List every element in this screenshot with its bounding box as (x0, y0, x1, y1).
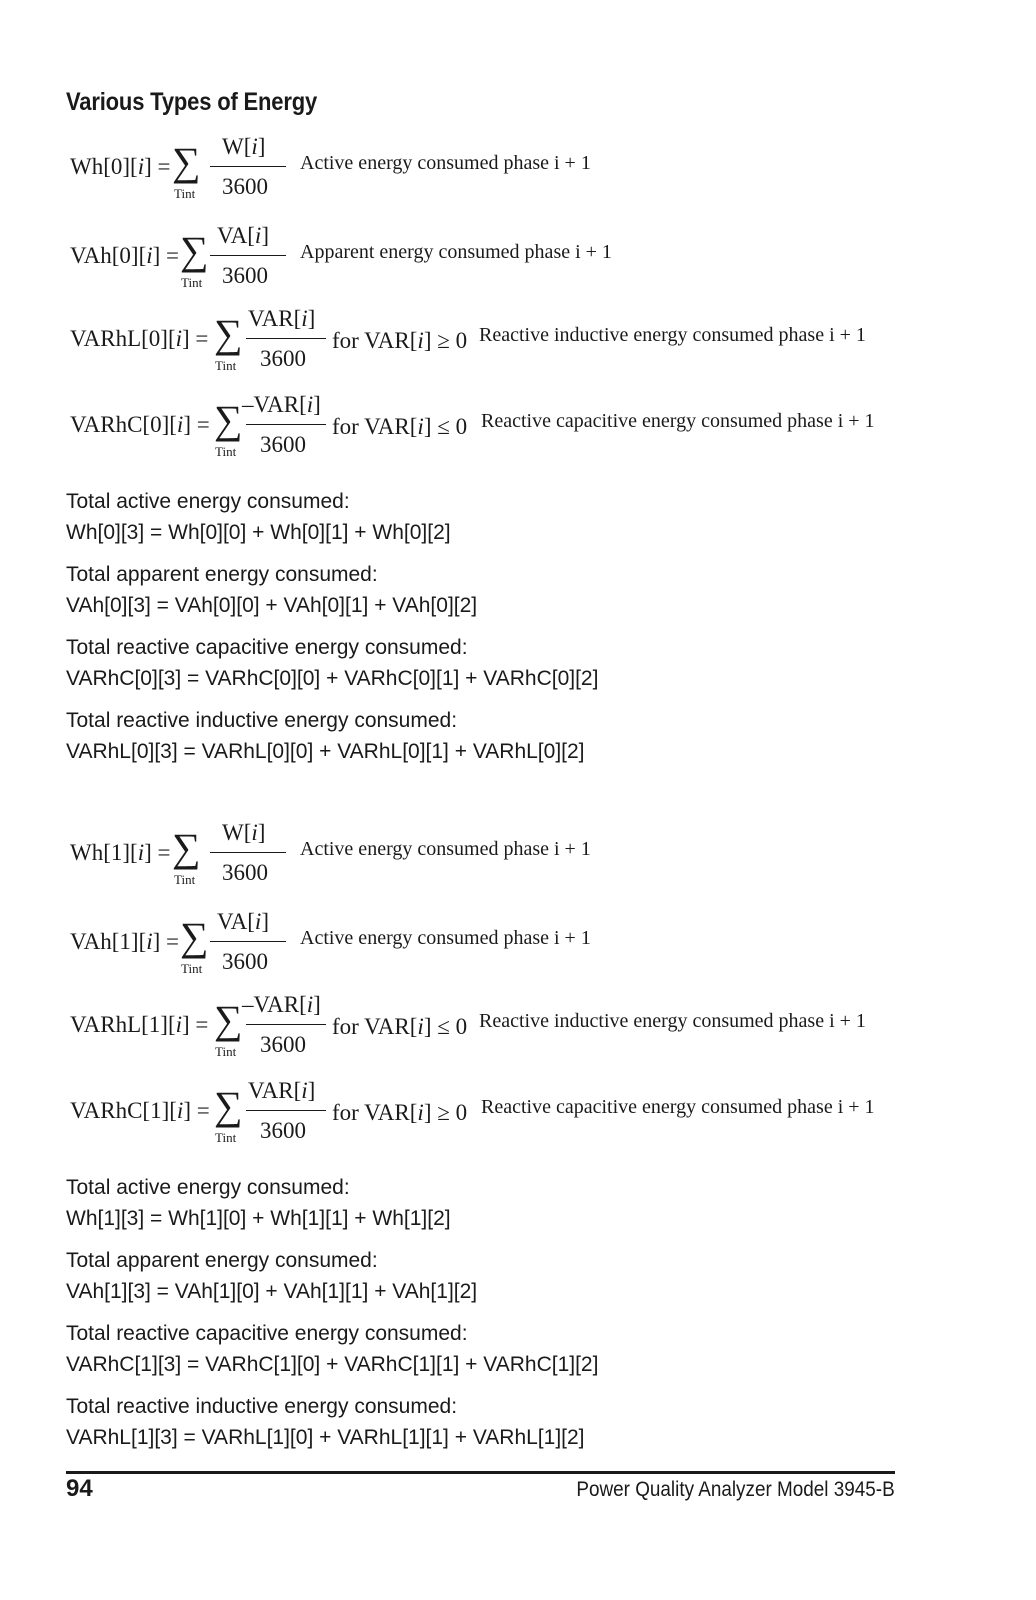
numerator: W[i] (222, 134, 266, 159)
sum-index: Tint (181, 275, 203, 290)
sum-symbol: ∑ (180, 228, 209, 273)
equation-condition: for VAR[i] ≥ 0 (332, 1100, 468, 1125)
sum-index: Tint (174, 872, 196, 887)
total-paragraph (66, 705, 585, 767)
total-formula: VARhL[1][3] = VARhL[1][0] + VARhL[1][1] + VARhL[1][2] (66, 1426, 585, 1449)
equation-description: Active energy consumed phase i + 1 (300, 152, 591, 174)
equation-condition: for VAR[i] ≥ 0 (332, 328, 468, 353)
numerator: VA[i] (217, 223, 269, 248)
sum-index: Tint (174, 186, 196, 201)
fraction-bar (246, 424, 326, 425)
numerator: VAR[i] (248, 1078, 316, 1103)
total-formula: VAh[0][3] = VAh[0][0] + VAh[0][1] + VAh[0][2] (66, 594, 478, 617)
sum-index: Tint (215, 1130, 237, 1145)
denominator: 3600 (222, 949, 268, 974)
denominator: 3600 (260, 346, 306, 371)
sum-index: Tint (181, 961, 203, 976)
fraction-bar (246, 338, 326, 339)
total-formula: Wh[1][3] = Wh[1][0] + Wh[1][1] + Wh[1][2] (66, 1207, 451, 1230)
denominator: 3600 (222, 174, 268, 199)
sum-index: Tint (215, 358, 237, 373)
sum-symbol: ∑ (214, 1083, 243, 1128)
total-paragraph (66, 559, 477, 621)
total-paragraph (66, 1172, 451, 1234)
fraction-bar (246, 1110, 326, 1111)
numerator: –VAR[i] (242, 392, 321, 417)
equation-description: Reactive capacitive energy consumed phase i + 1 (481, 1096, 875, 1118)
footer-title: Power Quality Analyzer Model 3945-B (576, 1478, 895, 1501)
equation-condition: for VAR[i] ≤ 0 (332, 1014, 468, 1039)
total-paragraph (66, 1391, 585, 1453)
total-formula: VARhC[1][3] = VARhC[1][0] + VARhC[1][1] + VARhC[1][2] (66, 1353, 599, 1376)
equation-description: Apparent energy consumed phase i + 1 (300, 241, 612, 263)
equation-description: Reactive capacitive energy consumed phase i + 1 (481, 410, 875, 432)
numerator: –VAR[i] (242, 992, 321, 1017)
fraction-bar (210, 255, 286, 256)
total-formula: Wh[0][3] = Wh[0][0] + Wh[0][1] + Wh[0][2] (66, 521, 451, 544)
total-label: Total apparent energy consumed: (66, 563, 378, 586)
equation-description: Active energy consumed phase i + 1 (300, 838, 591, 860)
numerator: VAR[i] (248, 306, 316, 331)
fraction-bar (210, 852, 286, 853)
total-label: Total active energy consumed: (66, 1176, 350, 1199)
fraction-bar (246, 1024, 326, 1025)
numerator: VA[i] (217, 909, 269, 934)
fraction-bar (210, 166, 286, 167)
equation-description: Reactive inductive energy consumed phase i + 1 (479, 324, 866, 346)
total-label: Total reactive capacitive energy consumed: (66, 636, 468, 659)
total-label: Total reactive inductive energy consumed: (66, 1395, 458, 1418)
sum-index: Tint (215, 444, 237, 459)
equation-condition: for VAR[i] ≤ 0 (332, 414, 468, 439)
numerator: W[i] (222, 820, 266, 845)
sum-symbol: ∑ (172, 139, 201, 184)
sum-symbol: ∑ (180, 914, 209, 959)
sum-symbol: ∑ (214, 997, 243, 1042)
equation-description: Active energy consumed phase i + 1 (300, 927, 591, 949)
sum-symbol: ∑ (214, 311, 243, 356)
total-paragraph (66, 1318, 598, 1380)
denominator: 3600 (260, 1032, 306, 1057)
section-heading: Various Types of Energy (66, 88, 318, 116)
footer-rule (66, 1471, 895, 1474)
total-formula: VARhC[0][3] = VARhC[0][0] + VARhC[0][1] + VARhC[0][2] (66, 667, 599, 690)
denominator: 3600 (260, 432, 306, 457)
total-paragraph (66, 1245, 477, 1307)
sum-symbol: ∑ (214, 397, 243, 442)
total-formula: VARhL[0][3] = VARhL[0][0] + VARhL[0][1] + VARhL[0][2] (66, 740, 585, 763)
total-label: Total reactive capacitive energy consumed: (66, 1322, 468, 1345)
equation-description: Reactive inductive energy consumed phase i + 1 (479, 1010, 866, 1032)
total-label: Total apparent energy consumed: (66, 1249, 378, 1272)
fraction-bar (210, 941, 286, 942)
total-label: Total active energy consumed: (66, 490, 350, 513)
total-paragraph (66, 632, 598, 694)
total-label: Total reactive inductive energy consumed: (66, 709, 458, 732)
denominator: 3600 (222, 263, 268, 288)
page-number: 94 (66, 1475, 93, 1502)
denominator: 3600 (260, 1118, 306, 1143)
sum-index: Tint (215, 1044, 237, 1059)
total-formula: VAh[1][3] = VAh[1][0] + VAh[1][1] + VAh[1][2] (66, 1280, 478, 1303)
total-paragraph (66, 486, 451, 548)
sum-symbol: ∑ (172, 825, 201, 870)
denominator: 3600 (222, 860, 268, 885)
